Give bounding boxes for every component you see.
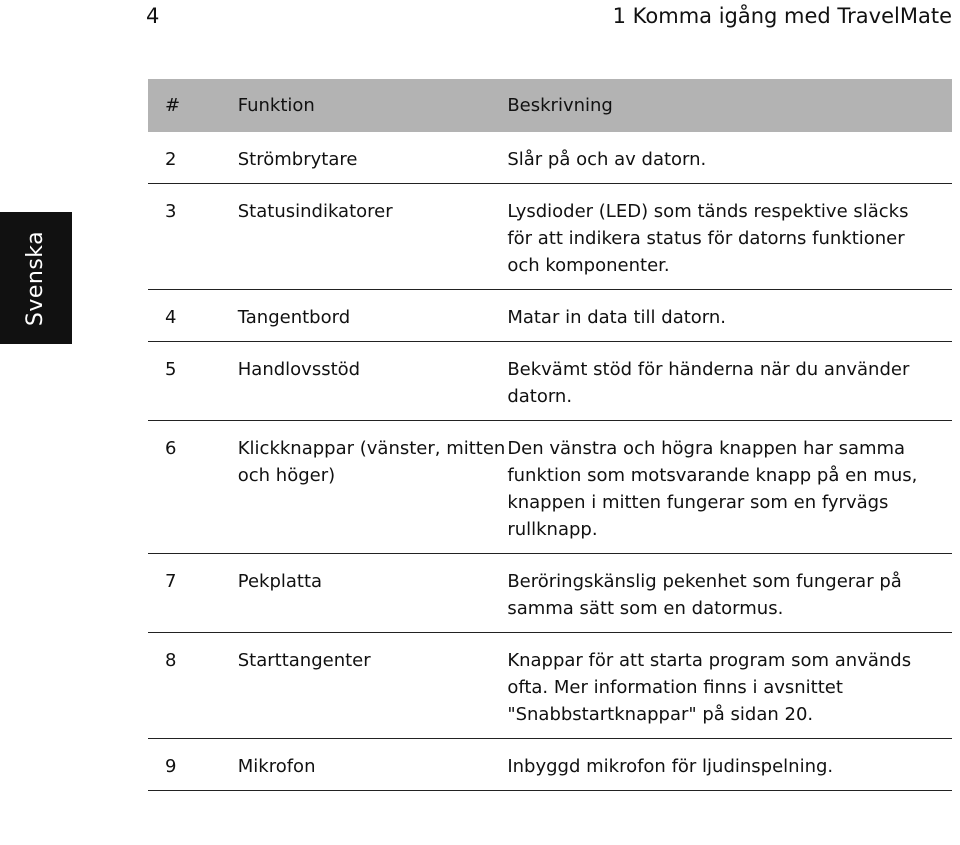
table-row (148, 184, 952, 290)
table-row (148, 739, 952, 791)
row-number: 7 (165, 571, 177, 592)
table-row (148, 342, 952, 421)
row-function: Pekplatta (237, 571, 323, 592)
row-description: Knappar för att starta program som används ofta. Mer information finns i avsnittet "Snabbstartknappar" på sidan 20. (507, 650, 912, 725)
row-description: Beröringskänslig pekenhet som fungerar på samma sätt som en datormus. (507, 571, 902, 619)
row-description-cell (507, 554, 952, 633)
table-row (148, 421, 952, 554)
feature-table-header (148, 79, 952, 132)
row-description: Lysdioder (LED) som tänds respektive släcks för att indikera status för datorns funktioner och komponenter. (507, 201, 909, 276)
row-function: Mikrofon (237, 756, 316, 777)
row-number: 8 (165, 650, 177, 671)
running-header-title: 1 Komma igång med TravelMate (612, 4, 952, 28)
row-description-cell (507, 342, 952, 421)
feature-table-body (148, 132, 952, 791)
header-description: Beskrivning (507, 95, 613, 116)
header-function: Funktion (237, 95, 315, 116)
row-number: 9 (165, 756, 177, 777)
row-description-cell (507, 633, 952, 739)
row-description: Inbyggd mikrofon för ljudinspelning. (507, 756, 834, 777)
row-function: Klickknappar (vänster, mitten och höger) (237, 438, 506, 486)
row-description: Bekvämt stöd för händerna när du använder datorn. (507, 359, 910, 407)
table-row (148, 554, 952, 633)
row-number: 3 (165, 201, 177, 222)
row-description: Matar in data till datorn. (507, 307, 727, 328)
row-function: Statusindikatorer (237, 201, 393, 222)
table-row (148, 290, 952, 342)
header-row (148, 79, 952, 132)
row-function: Tangentbord (237, 307, 351, 328)
language-side-tab (0, 212, 72, 344)
row-description-cell (507, 132, 952, 184)
row-number: 4 (165, 307, 177, 328)
row-function: Handlovsstöd (237, 359, 361, 380)
language-side-tab-label: Svenska (23, 230, 49, 326)
page-number: 4 (146, 4, 160, 28)
row-function: Strömbrytare (237, 149, 358, 170)
row-description-cell (507, 290, 952, 342)
row-number: 6 (165, 438, 177, 459)
header-number: # (165, 95, 181, 116)
table-row (148, 132, 952, 184)
row-description-cell (507, 184, 952, 290)
table-row (148, 633, 952, 739)
row-description-cell (507, 421, 952, 554)
row-number: 2 (165, 149, 177, 170)
row-description: Den vänstra och högra knappen har samma funktion som motsvarande knapp på en mus, knappen i mitten fungerar som en fyrvägs rullknapp. (507, 438, 918, 540)
feature-table (148, 79, 952, 791)
row-description: Slår på och av datorn. (507, 149, 707, 170)
row-function: Starttangenter (237, 650, 371, 671)
row-description-cell (507, 739, 952, 791)
row-number: 5 (165, 359, 177, 380)
